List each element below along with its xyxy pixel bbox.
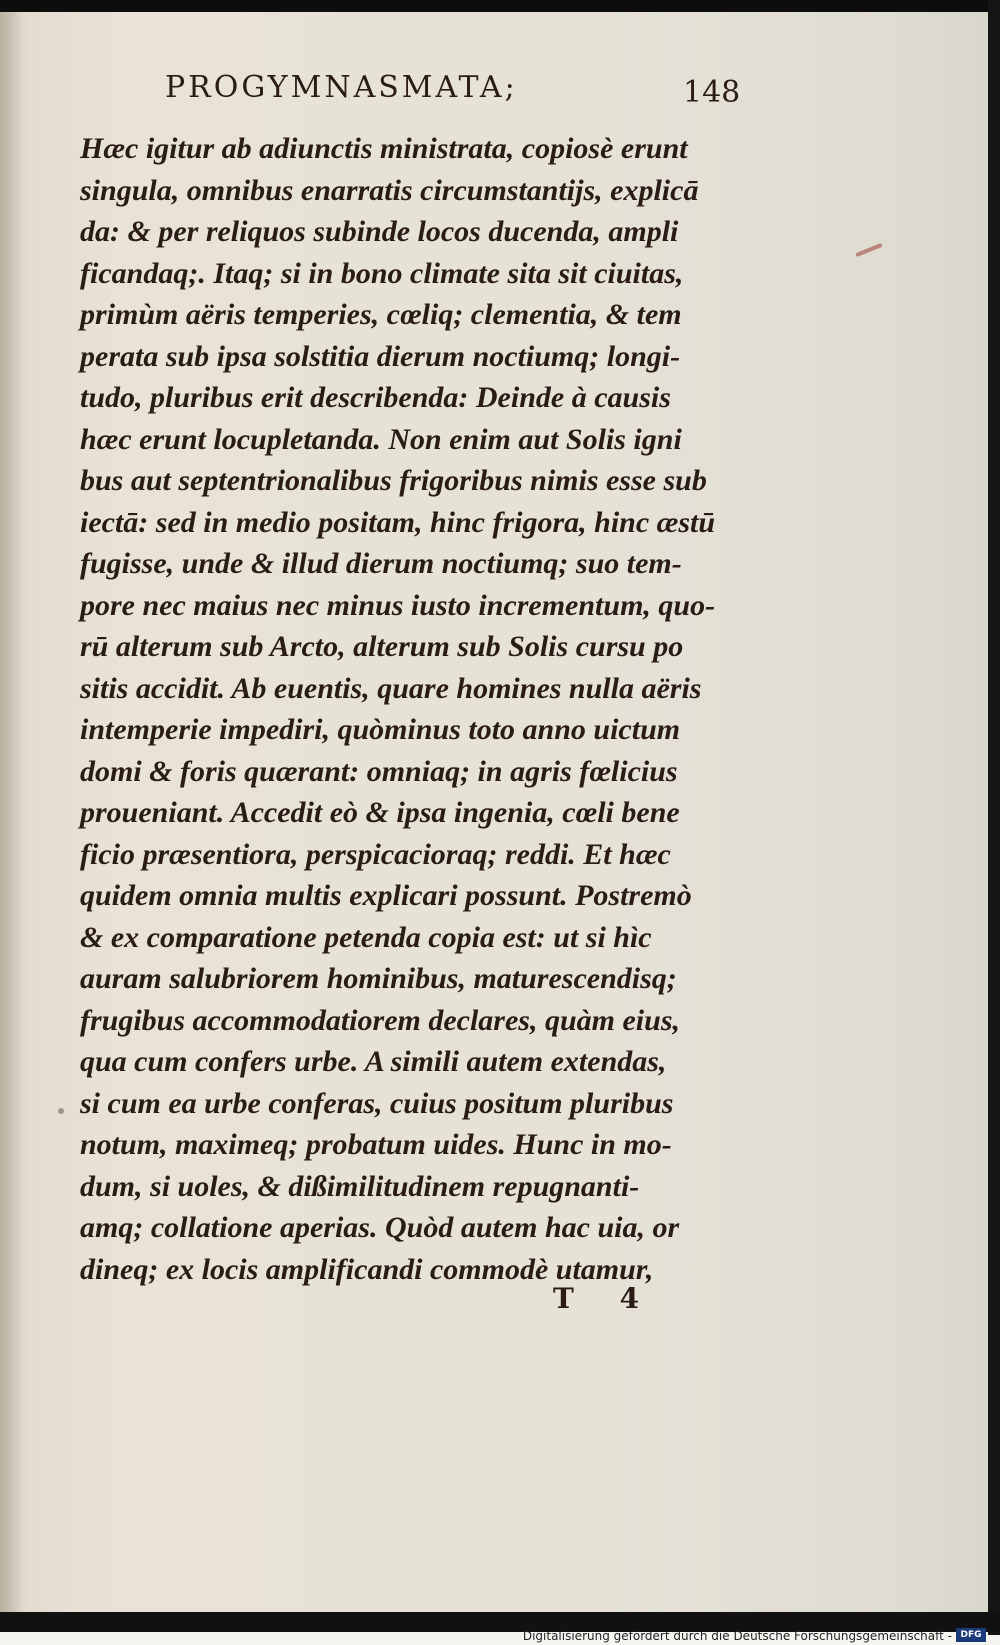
paper-speck [58,1108,64,1114]
page-number: 148 [683,75,741,110]
text-line: ficio præsentiora, perspicacioraq; reddi. Et hæc [80,837,671,871]
text-line: Hæc igitur ab adiunctis ministrata, copiosè erunt [80,132,688,165]
text-line: hæc erunt locupletanda. Non enim aut Solis igni [80,422,682,456]
text-line: frugibus accommodatiorem declares, quàm eius, [80,1003,680,1037]
text-line: auram salubriorem hominibus, maturescendisq; [80,962,677,995]
text-line: ficandaq;. Itaq; si in bono climate sita sit ciuitas, [80,256,684,290]
running-title: PROGYMNASMATA; [165,70,518,105]
text-line: bus aut septentrionalibus frigoribus nimis esse sub [80,464,707,497]
text-line: qua cum confers urbe. A simili autem extendas, [80,1045,667,1078]
digitization-credit: Digitalisierung gefördert durch die Deutsche Forschungsgemeinschaft - [522,1629,952,1643]
text-line: quidem omnia multis explicari possunt. Postremò [80,879,692,912]
text-line: intemperie impediri, quòminus toto anno uictum [80,713,681,746]
text-line: da: & per reliquos subinde locos ducenda, ampli [80,215,679,248]
dfg-logo: DFG [956,1628,986,1642]
text-line: pore nec maius nec minus iusto incrementum, quo- [80,588,716,622]
text-line: amq; collatione aperias. Quòd autem hac uia, or [80,1211,680,1244]
text-line: & ex comparatione petenda copia est: ut si hìc [80,920,652,954]
text-line: domi & foris quærant: omniaq; in agris fœlicius [80,754,678,788]
page-gutter-shadow [0,12,22,1612]
scan-border-right [988,0,1000,1635]
text-line: perata sub ipsa solstitia dierum noctiumq; longi- [80,339,681,373]
text-line: sitis accidit. Ab euentis, quare homines nulla aëris [80,671,702,705]
text-line: primùm aëris temperies, cœliq; clementia, & tem [80,298,682,331]
text-line: tudo, pluribus erit describenda: Deinde à causis [80,381,671,414]
signature-mark: T 4 [553,1282,658,1315]
text-line: notum, maximeq; probatum uides. Hunc in mo- [80,1128,672,1161]
text-line: dum, si uoles, & dißimilitudinem repugnanti- [80,1169,640,1203]
text-line: proueniant. Accedit eò & ipsa ingenia, cœli bene [80,796,680,829]
text-line: si cum ea urbe conferas, cuius positum pluribus [80,1086,674,1120]
body-text [80,128,740,1290]
text-line: iectā: sed in medio positam, hinc frigora, hinc æstū [80,505,716,539]
text-line: dineq; ex locis amplificandi commodè utamur, [80,1252,654,1286]
text-line: fugisse, unde & illud dierum noctiumq; suo tem- [80,547,682,580]
text-line: rū alterum sub Arcto, alterum sub Solis cursu po [80,630,684,663]
scan-border-top [0,0,1000,12]
text-line: singula, omnibus enarratis circumstantijs, explicā [80,173,699,207]
